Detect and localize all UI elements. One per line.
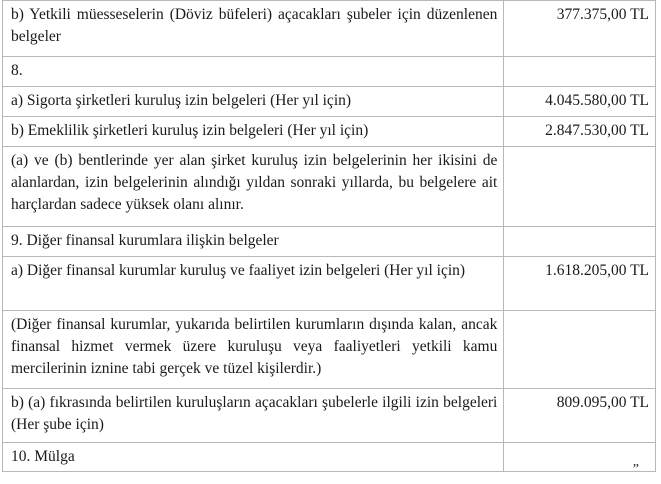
table-row: [3, 117, 656, 147]
table-row: [3, 389, 656, 443]
table-row: [3, 227, 656, 257]
row-amount: [504, 227, 656, 257]
table-row: [3, 443, 656, 472]
row-amount: [504, 147, 656, 227]
row-description: b) (a) fıkrasında belirtilen kuruluşların açacakları şubelerle ilgili izin belgeleri (Her şube için): [3, 389, 504, 443]
table-row: [3, 87, 656, 117]
row-description: (Diğer finansal kurumlar, yukarıda belirtilen kurumların dışında kalan, ancak finansal hizmet vermek üzere kuruluşu veya faaliyetleri yetkili kamu mercilerinin iznine tabi gerçek ve tüzel kişilerdir.): [3, 311, 504, 389]
table-row: [3, 257, 656, 311]
row-amount: 2.847.530,00 TL: [504, 117, 656, 147]
row-description: a) Diğer finansal kurumlar kuruluş ve faaliyet izin belgeleri (Her yıl için): [3, 257, 504, 311]
fee-table: [2, 0, 656, 472]
row-amount: 377.375,00 TL: [504, 1, 656, 57]
row-description: 9. Diğer finansal kurumlara ilişkin belgeler: [3, 227, 504, 257]
row-amount: 1.618.205,00 TL: [504, 257, 656, 311]
row-amount: 809.095,00 TL: [504, 389, 656, 443]
row-description: a) Sigorta şirketleri kuruluş izin belgeleri (Her yıl için): [3, 87, 504, 117]
row-description: 8.: [3, 57, 504, 87]
row-description: 10. Mülga: [3, 443, 504, 472]
row-amount: [504, 311, 656, 389]
table-row: [3, 57, 656, 87]
row-amount: [504, 57, 656, 87]
row-description: b) Yetkili müesseselerin (Döviz büfeleri) açacakları şubeler için düzenlenen belgeler: [3, 1, 504, 57]
closing-quote-mark: ”: [632, 462, 639, 477]
row-amount: 4.045.580,00 TL: [504, 87, 656, 117]
table-row: [3, 147, 656, 227]
row-description: b) Emeklilik şirketleri kuruluş izin belgeleri (Her yıl için): [3, 117, 504, 147]
table-row: [3, 1, 656, 57]
table-row: [3, 311, 656, 389]
row-description: (a) ve (b) bentlerinde yer alan şirket kuruluş izin belgelerinin her ikisini de alanlardan, izin belgelerinin alındığı yıldan sonraki yıllarda, bu belgelere ait harçlardan sadece yüksek olanı alınır.: [3, 147, 504, 227]
